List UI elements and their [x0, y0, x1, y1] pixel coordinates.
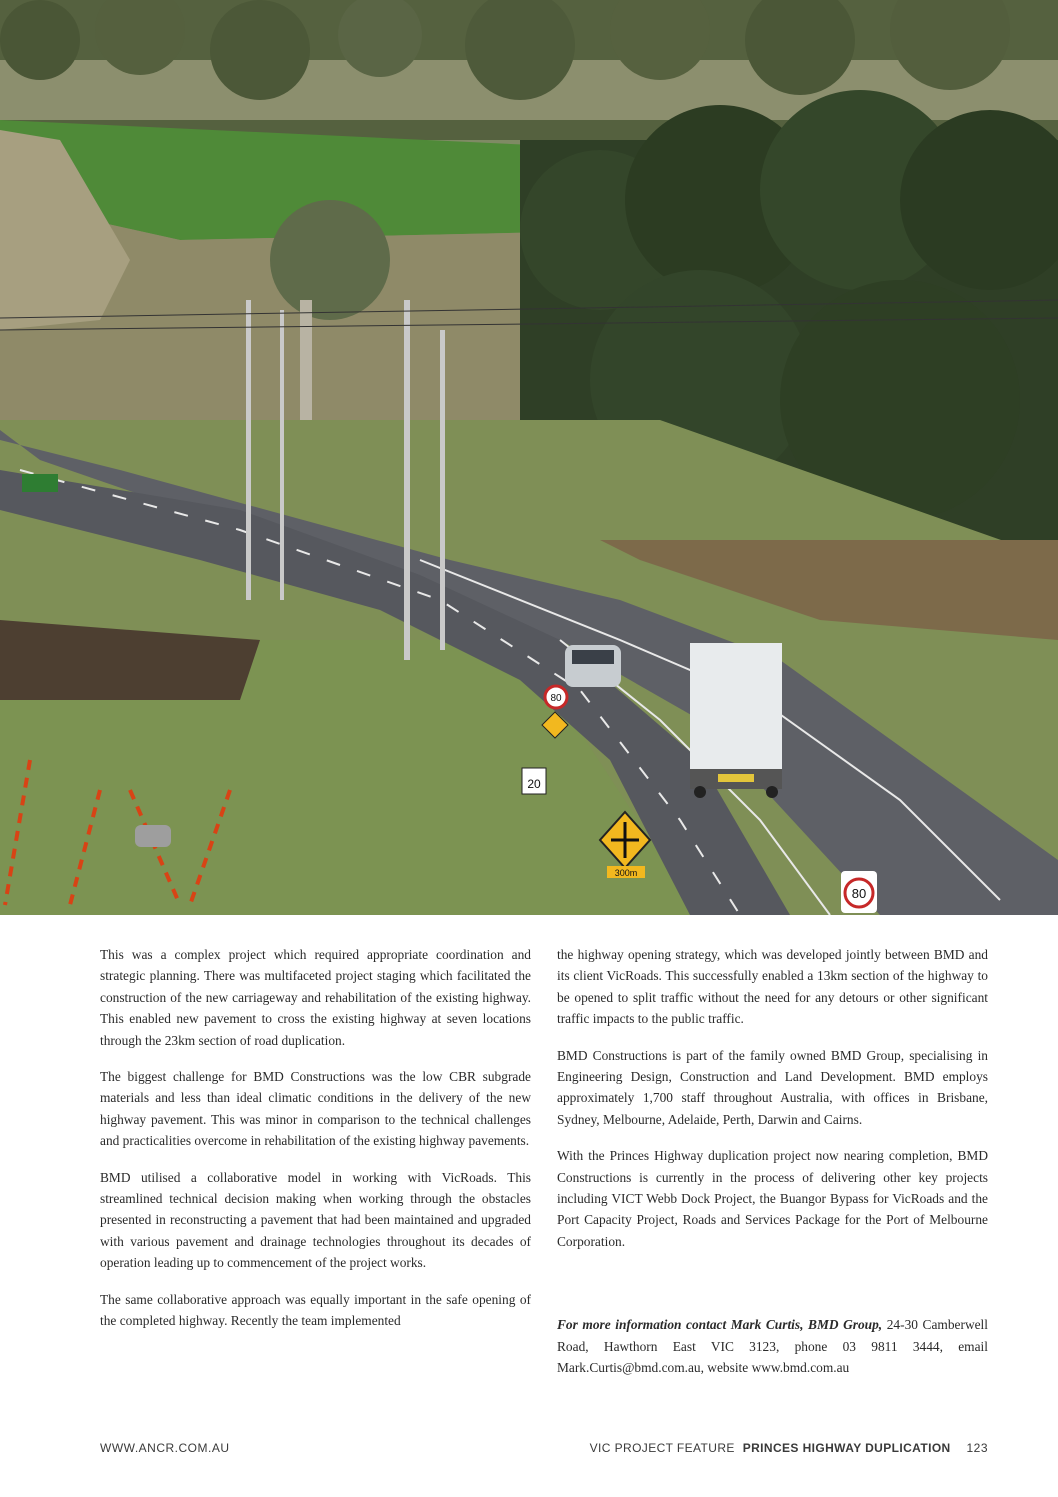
- distance-sign: 300m: [614, 868, 638, 878]
- footer-url[interactable]: WWW.ANCR.COM.AU: [100, 1441, 230, 1455]
- contact-lead: For more information contact Mark Curtis, BMD Group,: [557, 1317, 883, 1333]
- speed-sign-1: 80: [550, 693, 562, 704]
- article-right-column: [557, 944, 988, 1379]
- article-left-column: [100, 944, 531, 1332]
- contact-details: 24-30 Camberwell Road, Hawthorn East VIC 3123, phone 03 9811 3444, email Mark.Curtis@bmd.com.au, website www.bmd.com.au: [557, 1317, 988, 1376]
- paragraph: BMD Constructions is part of the family owned BMD Group, specialising in Engineering Design, Construction and Land Development. BMD employs approximately 1,700 staff throughout Australia, with offices in Brisbane, Sydney, Melbourne, Adelaide, Perth, Darwin and Cairns.: [557, 1047, 988, 1127]
- footer-feature-label: [590, 1441, 988, 1455]
- paragraph: The biggest challenge for BMD Constructions was the low CBR subgrade materials and less than ideal climatic conditions in the delivery of the new highway pavement. This was minor in comparison to the technical challenges and practicalities overcome in rehabilitation of the existing highway pavements.: [100, 1069, 531, 1149]
- speed-sign-2: 80: [851, 886, 867, 901]
- page-number: 123: [966, 1441, 988, 1455]
- paragraph: This was a complex project which required appropriate coordination and strategic planning. There was multifaceted project staging which facilitated the construction of the new carriageway and rehabilitation of the existing highway. This enabled new pavement to cross the existing highway at seven locations through the 23km section of road duplication.: [100, 947, 531, 1048]
- page-footer: [100, 1441, 988, 1461]
- footer-feature: PRINCES HIGHWAY DUPLICATION: [742, 1441, 951, 1455]
- paragraph: the highway opening strategy, which was developed jointly between BMD and its client VicRoads. This successfully enabled a 13km section of the highway to be opened to split traffic without the need for any detours or other significant traffic impacts to the public traffic.: [557, 947, 988, 1027]
- speed-sign-3: 20: [527, 777, 541, 791]
- footer-section: VIC PROJECT FEATURE: [589, 1441, 735, 1455]
- paragraph: The same collaborative approach was equally important in the safe opening of the completed highway. Recently the team implemented: [100, 1291, 531, 1329]
- paragraph: With the Princes Highway duplication project now nearing completion, BMD Constructions is currently in the process of delivering other key projects including VICT Webb Dock Project, the Buangor Bypass for VicRoads and the Port Capacity Project, Roads and Services Package for the Port of Melbourne Corporation.: [557, 1148, 988, 1249]
- paragraph: BMD utilised a collaborative model in working with VicRoads. This streamlined technical decision making when working through the obstacles presented in reconstructing a pavement that had been maintained and upgraded with various pavement and drainage technologies throughout its decades of operation leading up to commencement of the project works.: [100, 1169, 531, 1271]
- contact-info: [557, 1314, 988, 1378]
